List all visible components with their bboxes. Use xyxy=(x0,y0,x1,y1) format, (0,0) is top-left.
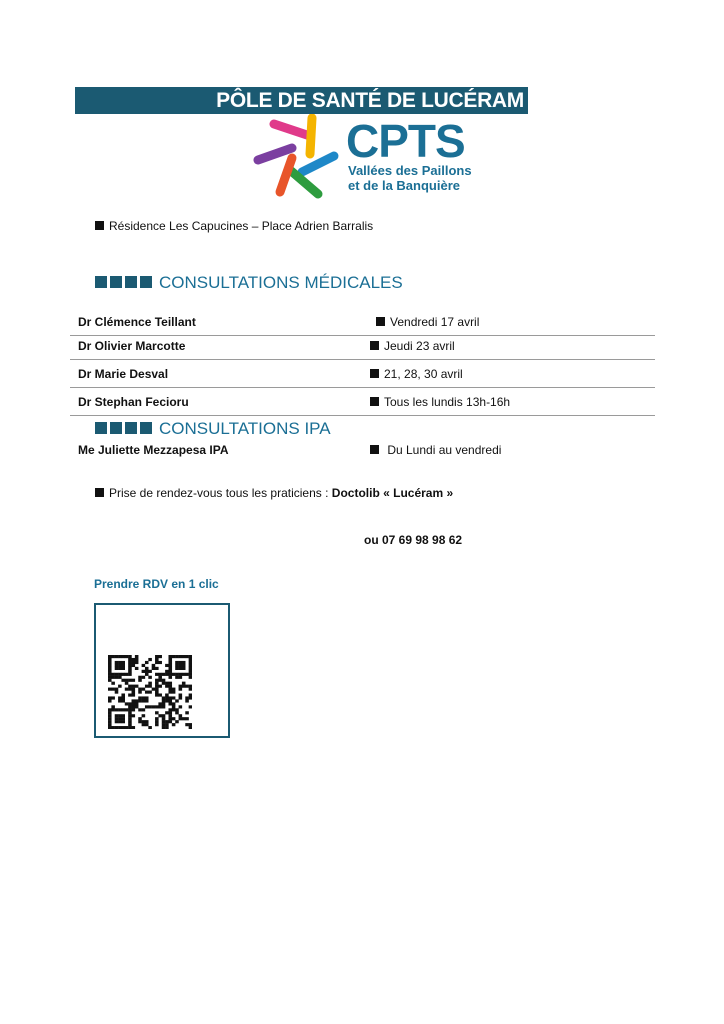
hands-star-icon xyxy=(252,114,344,202)
booking-phone: ou 07 69 98 98 62 xyxy=(364,533,463,547)
square-icon xyxy=(95,276,107,288)
logo-subtitle-line2: et de la Banquière xyxy=(348,178,460,193)
page-title: PÔLE DE SANTÉ DE LUCÉRAM xyxy=(75,87,528,114)
bullet-square-icon xyxy=(376,317,385,326)
ipa-row xyxy=(70,439,655,463)
ipa-section-title xyxy=(95,419,331,439)
bullet-square-icon xyxy=(370,341,379,350)
logo-subtitle xyxy=(348,163,472,193)
section-title-text: CONSULTATIONS MÉDICALES xyxy=(159,273,403,292)
cpts-logo xyxy=(252,114,482,202)
square-icon xyxy=(95,422,107,434)
logo-wordmark: CPTS xyxy=(346,115,465,167)
square-icon xyxy=(125,422,137,434)
section-title-text: CONSULTATIONS IPA xyxy=(159,419,331,438)
qr-code-icon[interactable] xyxy=(108,655,192,729)
doctor-name: Dr Stephan Fecioru xyxy=(78,395,189,409)
practitioner-name: Me Juliette Mezzapesa IPA xyxy=(78,443,229,457)
table-row xyxy=(70,335,655,360)
bullet-square-icon xyxy=(370,397,379,406)
doctor-name: Dr Marie Desval xyxy=(78,367,169,381)
table-row xyxy=(70,363,655,388)
square-icon xyxy=(140,276,152,288)
table-row xyxy=(70,311,655,336)
schedule xyxy=(370,367,463,381)
booking-platform: Doctolib « Lucéram » xyxy=(331,486,454,500)
schedule xyxy=(370,339,455,353)
square-icon xyxy=(110,422,122,434)
bullet-square-icon xyxy=(95,488,104,497)
qr-frame[interactable] xyxy=(94,603,230,738)
schedule xyxy=(370,395,510,409)
doctor-name: Dr Olivier Marcotte xyxy=(78,339,186,353)
address xyxy=(95,219,373,233)
medical-section-title xyxy=(95,273,403,293)
doctor-name: Dr Clémence Teillant xyxy=(78,315,196,329)
table-row xyxy=(70,391,655,416)
qr-label: Prendre RDV en 1 clic xyxy=(94,577,219,591)
booking-text: Prise de rendez-vous tous les praticiens : xyxy=(109,486,332,500)
logo-subtitle-line1: Vallées des Paillons xyxy=(348,163,472,178)
schedule-text: Jeudi 23 avril xyxy=(384,339,455,353)
schedule-text: Vendredi 17 avril xyxy=(390,315,480,329)
square-icon xyxy=(140,422,152,434)
booking-info xyxy=(95,486,453,500)
schedule-text: 21, 28, 30 avril xyxy=(384,367,463,381)
square-icon xyxy=(110,276,122,288)
schedule-text: Tous les lundis 13h-16h xyxy=(384,395,511,409)
address-text: Résidence Les Capucines – Place Adrien Barralis xyxy=(109,219,374,233)
bullet-square-icon xyxy=(95,221,104,230)
bullet-square-icon xyxy=(370,445,379,454)
schedule xyxy=(376,315,479,329)
schedule xyxy=(370,443,501,457)
square-icon xyxy=(125,276,137,288)
schedule-text: Du Lundi au vendredi xyxy=(384,443,502,457)
bullet-square-icon xyxy=(370,369,379,378)
